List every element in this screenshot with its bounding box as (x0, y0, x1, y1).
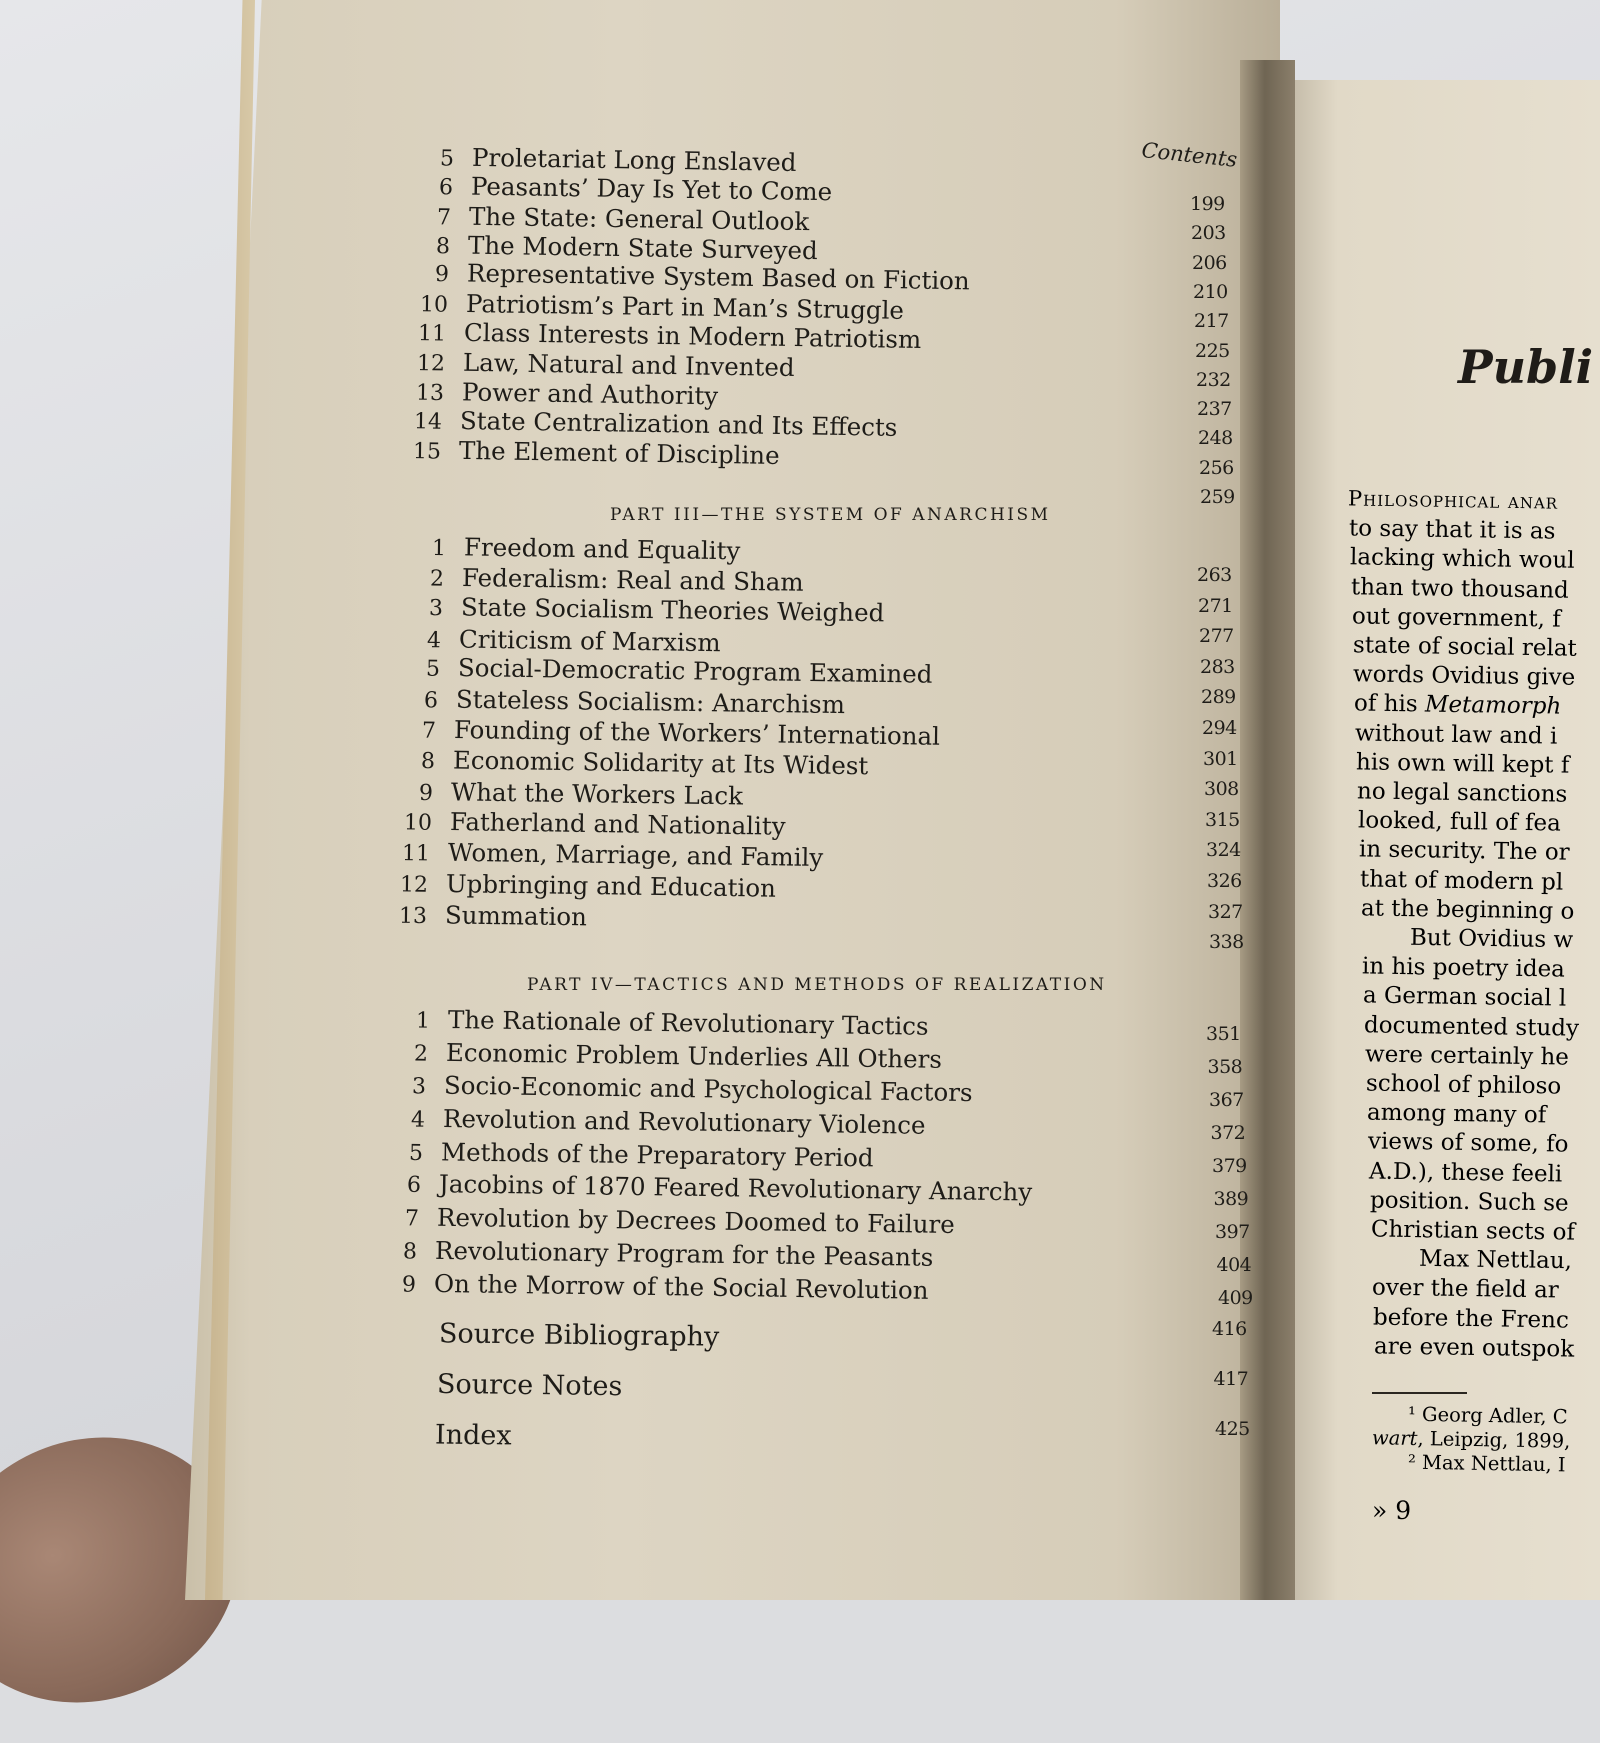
toc-entry-title: Class Interests in Modern Patriotism (463, 317, 922, 354)
body-text-line: Christian sects of (1370, 1216, 1575, 1246)
toc-entry-number: 1 (415, 1008, 431, 1034)
body-text-line: looked, full of fea (1357, 807, 1561, 837)
body-text-line: But Ovidius w (1409, 924, 1573, 954)
toc-entry (402, 714, 940, 751)
toc-end-entry: Source Bibliography (438, 1318, 720, 1353)
toc-entry-number: 12 (416, 351, 446, 377)
toc-entry-title: The Rationale of Revolutionary Tactics (447, 1005, 929, 1041)
toc-entry (389, 1137, 874, 1173)
body-text-line: of his Metamorph (1354, 690, 1562, 721)
toc-page-number: 324 (1206, 839, 1241, 862)
toc-entry-title: Methods of the Preparatory Period (440, 1137, 874, 1173)
toc-page-number: 199 (1190, 193, 1225, 215)
toc-entry (407, 435, 780, 470)
toc-page-number: 308 (1204, 778, 1239, 801)
footnote-line: ¹ Georg Adler, C (1407, 1402, 1568, 1429)
toc-entry (383, 1235, 934, 1272)
toc-page-number: 417 (1213, 1368, 1249, 1390)
toc-entry (397, 807, 785, 841)
toc-entry-number: 11 (417, 320, 447, 347)
toc-entry (394, 868, 776, 902)
toc-page-number: 416 (1212, 1318, 1247, 1340)
toc-page-number: 338 (1209, 931, 1244, 954)
toc-entry-title: Patriotism’s Part in Man’s Struggle (465, 288, 904, 325)
body-text-line: Max Nettlau, (1419, 1245, 1573, 1275)
toc-end-entry: Source Notes (436, 1368, 623, 1403)
toc-entry-number: 5 (439, 146, 455, 172)
toc-entry-number: 8 (420, 749, 435, 775)
toc-entry-title: Jacobins of 1870 Feared Revolutionary Anarchy (438, 1169, 1033, 1207)
toc-entry-title: State Centralization and Its Effects (460, 405, 898, 442)
toc-entry-number: 1 (431, 535, 447, 562)
toc-entry (412, 532, 741, 566)
toc-entry-number: 10 (403, 810, 432, 837)
toc-entry-title: The Modern State Surveyed (467, 230, 819, 266)
body-text-line: over the field ar (1372, 1274, 1560, 1304)
body-text-line: documented study (1363, 1011, 1580, 1042)
toc-page-number: 389 (1213, 1188, 1249, 1210)
toc-entry (385, 1202, 955, 1239)
footnote-rule (1372, 1392, 1467, 1394)
toc-entry-title: The State: General Outlook (469, 201, 810, 236)
toc-page-number: 294 (1202, 717, 1237, 739)
toc-entry (390, 1103, 925, 1139)
toc-entry (409, 592, 885, 628)
body-text-line: without law and i (1354, 720, 1558, 750)
toc-entry-title: Stateless Socialism: Anarchism (455, 684, 846, 720)
toc-entry-number: 2 (430, 566, 445, 592)
body-text-line: out government, f (1351, 603, 1561, 633)
footnote-line: ² Max Nettlau, I (1407, 1450, 1566, 1477)
toc-page-number: 327 (1208, 900, 1243, 923)
toc-page-number: 271 (1198, 594, 1233, 617)
toc-page-number: 379 (1212, 1155, 1247, 1177)
toc-entry-number: 13 (398, 903, 427, 930)
toc-entry-number: 10 (419, 291, 448, 318)
body-text-line: school of philoso (1365, 1070, 1562, 1100)
toc-entry-number: 9 (434, 262, 449, 288)
toc-page-number: 315 (1205, 808, 1240, 831)
body-text-line: are even outspok (1373, 1333, 1575, 1363)
body-text-line: among many of (1366, 1099, 1547, 1129)
toc-entry-number: 4 (410, 1107, 425, 1133)
toc-page-number: 367 (1209, 1089, 1244, 1111)
toc-entry-number: 6 (438, 175, 453, 201)
body-text-line: before the Frenc (1372, 1304, 1570, 1334)
toc-entry (401, 745, 869, 781)
toc-entry-number: 8 (435, 234, 451, 260)
toc-page-number: 248 (1198, 427, 1233, 450)
body-text-line: to say that it is as (1348, 515, 1556, 545)
toc-entry-number: 7 (422, 718, 437, 744)
body-text-line: that of modern pl (1359, 865, 1564, 896)
chapter-title: Publi (1458, 340, 1594, 394)
toc-page-number: 210 (1193, 280, 1228, 303)
toc-page-number: 225 (1195, 339, 1230, 362)
toc-page-number: 283 (1200, 655, 1235, 678)
body-text-line: position. Such se (1369, 1187, 1569, 1217)
part-heading-3: PART III—THE SYSTEM OF ANARCHISM (610, 505, 1051, 525)
toc-end-entry: Index (434, 1419, 512, 1452)
body-text-line: words Ovidius give (1353, 661, 1576, 691)
toc-entry-number: 3 (428, 596, 443, 622)
toc-entry-title: Social-Democratic Program Examined (457, 653, 933, 690)
body-text-line: his own will kept f (1355, 749, 1570, 779)
toc-page-number: 259 (1200, 486, 1235, 508)
body-text-line: lacking which woul (1349, 544, 1575, 575)
toc-entry-number: 7 (437, 204, 452, 231)
toc-entry-number: 7 (405, 1206, 420, 1232)
toc-page-number: 206 (1192, 251, 1227, 274)
toc-page-number: 351 (1206, 1023, 1241, 1045)
toc-entry-number: 4 (426, 627, 442, 654)
page-folio: » 9 (1372, 1496, 1412, 1525)
toc-page-number: 397 (1215, 1221, 1250, 1243)
toc-entry-number: 5 (408, 1140, 423, 1167)
body-text-line: Philosophical anar (1347, 486, 1559, 514)
toc-entry-title: State Socialism Theories Weighed (460, 592, 885, 628)
toc-entry (394, 1037, 942, 1074)
part-heading-4: PART IV—TACTICS AND METHODS OF REALIZATION (527, 975, 1107, 995)
toc-entry-title: Criticism of Marxism (458, 624, 721, 657)
toc-entry (405, 653, 932, 689)
toc-entry-title: Summation (444, 900, 587, 932)
toc-page-number: 409 (1218, 1287, 1253, 1309)
toc-entry-title: Proletariat Long Enslaved (471, 142, 797, 177)
toc-entry-title: Revolution and Revolutionary Violence (442, 1103, 926, 1140)
toc-entry-title: Federalism: Real and Sham (462, 562, 805, 597)
body-text-line: a German social l (1363, 982, 1567, 1012)
toc-entry (387, 1168, 1033, 1206)
toc-entry-number: 13 (415, 381, 444, 407)
body-text-line: were certainly he (1364, 1041, 1570, 1071)
toc-entry-number: 14 (414, 408, 443, 435)
body-text-line: no legal sanctions (1356, 778, 1568, 808)
toc-entry (399, 776, 743, 810)
toc-page-number: 326 (1207, 870, 1242, 892)
toc-entry (396, 837, 824, 872)
toc-entry (392, 1070, 973, 1107)
running-header: Contents (1140, 138, 1239, 172)
toc-page-number: 237 (1197, 398, 1232, 421)
toc-entry-title: Revolution by Decrees Doomed to Failure (437, 1202, 956, 1239)
toc-entry-title: Women, Marriage, and Family (447, 837, 824, 872)
toc-page-number: 217 (1194, 310, 1229, 333)
toc-entry (407, 624, 721, 657)
toc-entry-title: Peasants’ Day Is Yet to Come (470, 171, 833, 207)
toc-entry-title: Fatherland and Nationality (449, 807, 786, 842)
toc-entry-number: 2 (414, 1041, 429, 1067)
toc-entry-number: 9 (401, 1272, 416, 1298)
toc-entry-number: 15 (412, 439, 442, 465)
toc-entry-title: Freedom and Equality (463, 532, 741, 566)
toc-entry-title: Economic Solidarity at Its Widest (452, 745, 869, 781)
toc-entry-title: What the Workers Lack (450, 777, 744, 811)
toc-entry (393, 900, 587, 932)
toc-entry (404, 684, 845, 719)
body-text-line: state of social relat (1352, 632, 1577, 662)
body-text-line: in security. The or (1358, 836, 1570, 867)
toc-entry-title: Revolutionary Program for the Peasants (435, 1235, 934, 1272)
toc-page-number: 203 (1191, 222, 1226, 245)
toc-entry-title: Representative System Based on Fiction (466, 258, 970, 296)
body-text-line: A.D.), these feeli (1368, 1158, 1563, 1188)
toc-page-number: 256 (1199, 456, 1234, 479)
toc-entry-number: 9 (418, 780, 434, 806)
toc-entry (396, 1004, 929, 1040)
toc-entry-title: Law, Natural and Invented (462, 347, 795, 383)
toc-entry-title: On the Morrow of the Social Revolution (433, 1268, 929, 1305)
toc-page-number: 425 (1215, 1418, 1250, 1440)
footnote-line: wart, Leipzig, 1899, (1371, 1426, 1571, 1453)
body-text-line: than two thousand (1350, 573, 1569, 604)
toc-entry-title: Power and Authority (461, 377, 718, 411)
toc-entry-number: 6 (406, 1172, 422, 1198)
body-text-line: at the beginning o (1360, 895, 1575, 925)
toc-entry-number: 11 (401, 841, 431, 867)
toc-entry-title: Founding of the Workers’ International (454, 714, 941, 751)
toc-page-number: 358 (1207, 1056, 1243, 1078)
body-text-line: views of some, fo (1367, 1128, 1569, 1158)
toc-page-number: 372 (1210, 1122, 1246, 1144)
toc-page-number: 289 (1201, 686, 1236, 709)
toc-entry-number: 6 (423, 688, 439, 714)
toc-page-number: 263 (1197, 564, 1232, 586)
toc-entry-number: 3 (412, 1074, 427, 1100)
toc-entry-number: 8 (403, 1239, 418, 1265)
body-text-line: in his poetry idea (1362, 953, 1566, 983)
toc-entry-title: Upbringing and Education (446, 868, 777, 903)
toc-page-number: 277 (1199, 625, 1234, 648)
toc-entry-title: The Element of Discipline (458, 435, 780, 470)
toc-entry (410, 562, 804, 596)
toc-page-number: 232 (1196, 368, 1231, 391)
toc-entry-number: 12 (400, 872, 429, 898)
toc-entry-number: 5 (425, 656, 440, 683)
toc-page-number: 301 (1203, 747, 1238, 770)
toc-entry-title: Socio-Economic and Psychological Factors (444, 1070, 974, 1108)
toc-entry (381, 1268, 928, 1305)
toc-entry-title: Economic Problem Underlies All Others (446, 1037, 943, 1074)
toc-page-number: 404 (1216, 1254, 1252, 1276)
